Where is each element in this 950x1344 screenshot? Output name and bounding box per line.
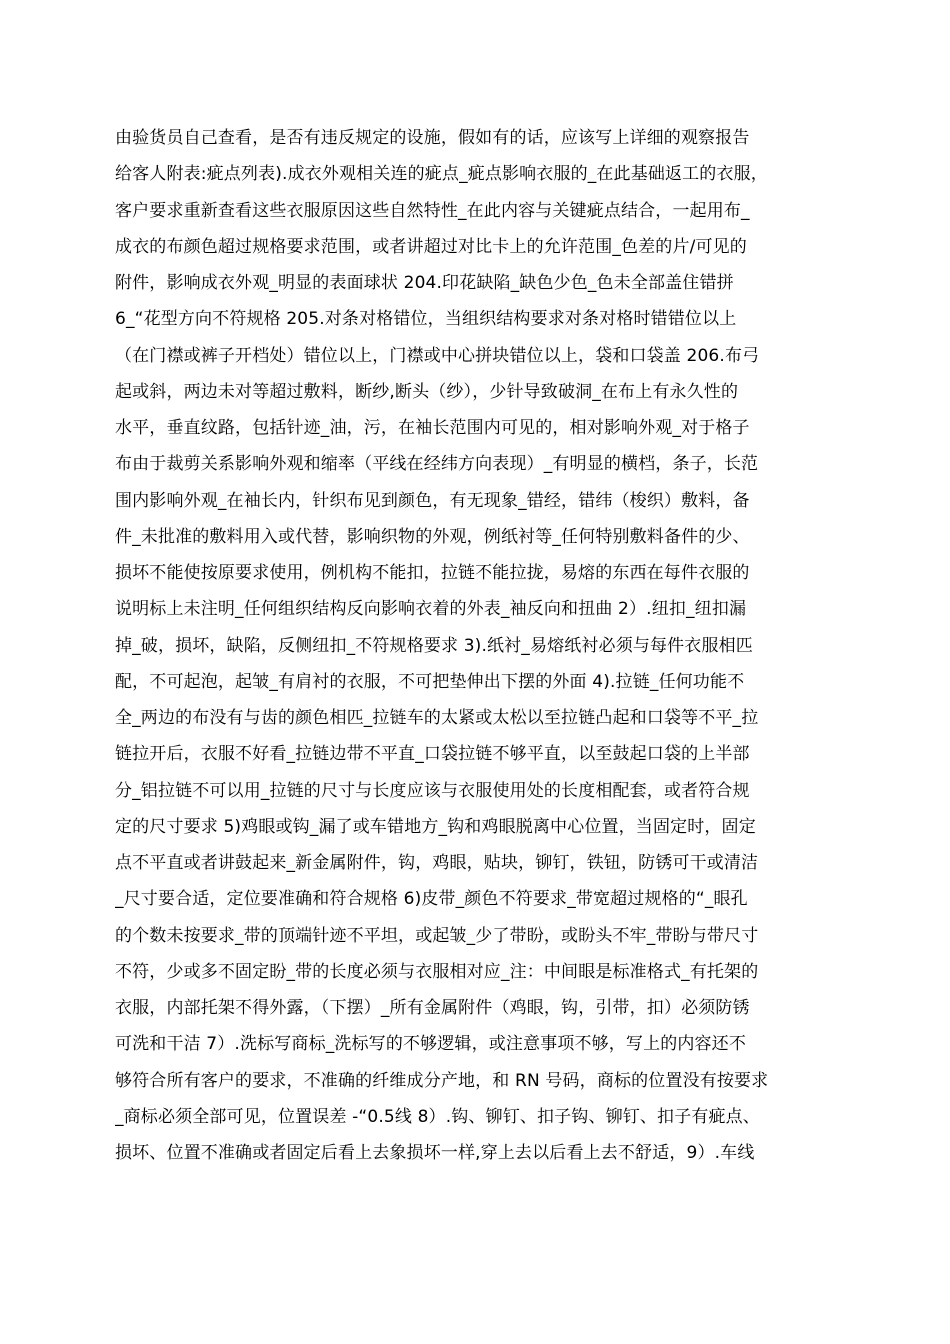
text-line: 掉_破，损坏，缺陷，反侧纽扣_不符规格要求 3).纸衬_易熔纸衬必须与每件衣服相匹 — [115, 635, 753, 656]
text-line: 不符，少或多不固定盼_带的长度必须与衣服相对应_注：中间眼是标准格式_有托架的 — [115, 961, 759, 982]
text-line: 由验货员自己查看，是否有违反规定的设施，假如有的话，应该写上详细的观察报告 — [115, 128, 750, 148]
text-line: 件_未批准的敷料用入或代替，影响织物的外观，例纸衬等_任何特别敷料备件的少、 — [115, 526, 750, 547]
text-line: 链拉开后，衣服不好看_拉链边带不平直_口袋拉链不够平直，以至鼓起口袋的上半部 — [115, 744, 750, 765]
text-line: _商标必须全部可见，位置误差 -“0.5线 8）.钩、铆钉、扣子钩、铆钉、扣子有疵点、 — [115, 1106, 760, 1127]
text-line: 布由于裁剪关系影响外观和缩率（平线在经纬方向表现）_有明显的横档，条子，长范 — [115, 454, 759, 475]
text-line: 够符合所有客户的要求，不准确的纤维成分产地，和 RN 号码，商标的位置没有按要求 — [115, 1070, 769, 1091]
body-text — [115, 120, 845, 1171]
text-line: 水平，垂直纹路，包括针迹_油，污，在袖长范围内可见的，相对影响外观_对于格子 — [115, 418, 750, 438]
text-line: 说明标上未注明_任何组织结构反向影响衣着的外表_袖反向和扭曲 2）.纽扣_纽扣漏 — [115, 599, 747, 620]
text-line: 全_两边的布没有与齿的颜色相匹_拉链车的太紧或太松以至拉链凸起和口袋等不平_拉 — [115, 708, 759, 728]
text-line: 定的尺寸要求 5)鸡眼或钩_漏了或车错地方_钩和鸡眼脱离中心位置，当固定时，固定 — [115, 816, 756, 837]
text-line: 成衣的布颜色超过规格要求范围，或者讲超过对比卡上的允许范围_色差的片/可见的 — [115, 236, 747, 257]
text-line: 配，不可起泡，起皱_有肩衬的衣服，不可把垫伸出下摆的外面 4).拉链_任何功能不 — [115, 671, 745, 692]
text-line: 的个数未按要求_带的顶端针迹不平坦，或起皱_少了带盼，或盼头不牢_带盼与带尺寸 — [115, 925, 759, 946]
text-line: 围内影响外观_在袖长内，针织布见到颜色，有无现象_错经，错纬（梭织）敷料，备 — [115, 490, 750, 511]
text-line: 分_铝拉链不可以用_拉链的尺寸与长度应该与衣服使用处的长度相配套，或者符合规 — [115, 780, 750, 801]
text-line: 客户要求重新查看这些衣服原因这些自然特性_在此内容与关键疵点结合，一起用布_ — [115, 200, 750, 221]
text-line: 损坏不能使按原要求使用，例机构不能扣，拉链不能拉拢，易熔的东西在每件衣服的 — [115, 563, 750, 583]
text-line: 起或斜，两边未对等超过敷料，断纱,断头（纱），少针导致破洞_在布上有永久性的 — [115, 381, 739, 402]
text-line: 给客人附表:疵点列表).成衣外观相关连的疵点_疵点影响衣服的_在此基础返工的衣服， — [115, 164, 768, 185]
text-line: 损坏、位置不准确或者固定后看上去象损坏一样,穿上去以后看上去不舒适，9）.车线 — [115, 1143, 755, 1163]
text-line: 衣服，内部托架不得外露，（下摆）_所有金属附件（鸡眼，钩，引带，扣）必须防锈 — [115, 998, 750, 1018]
text-line: 附件，影响成衣外观_明显的表面球状 204.印花缺陷_缺色少色_色未全部盖住错拼 — [115, 273, 734, 293]
text-line: _尺寸要合适，定位要准确和符合规格 6)皮带_颜色不符要求_带宽超过规格的“_眼孔 — [115, 889, 748, 910]
text-line: 点不平直或者讲鼓起来_新金属附件，钩，鸡眼，贴块，铆钉，铁钮，防锈可干或清洁 — [115, 853, 759, 873]
text-line: （在门襟或裤子开档处）错位以上，门襟或中心拼块错位以上，袋和口袋盖 206.布弓 — [115, 345, 760, 366]
text-line: 可洗和干洁 7）.洗标写商标_洗标写的不够逻辑，或注意事项不够，写上的内容还不 — [115, 1034, 746, 1055]
text-line: 6_“花型方向不符规格 205.对条对格错位，当组织结构要求对条对格时错错位以上 — [115, 309, 737, 330]
